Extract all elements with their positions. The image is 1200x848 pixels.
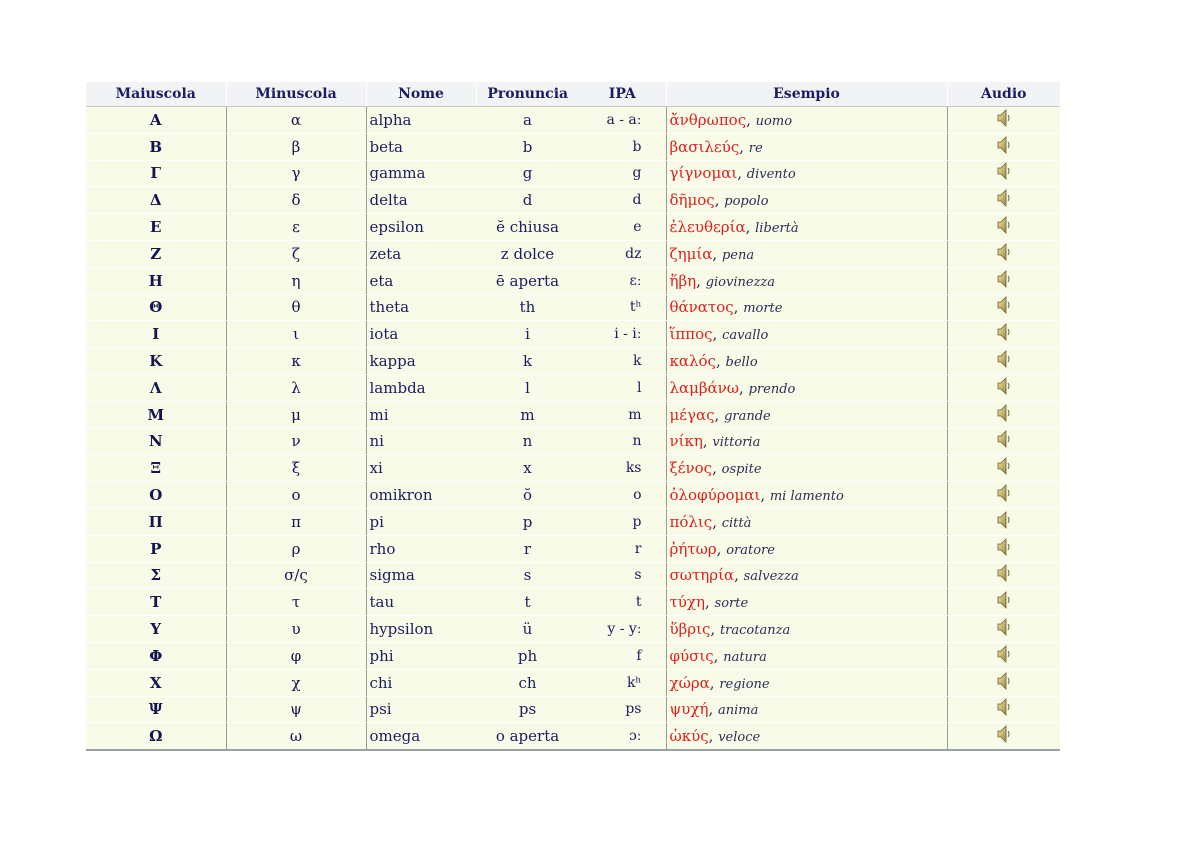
greek-alphabet-table xyxy=(86,82,1060,751)
uppercase-letter: Θ xyxy=(86,294,226,321)
example-greek-word: σωτηρία xyxy=(669,566,735,585)
example-separator: , xyxy=(696,271,706,290)
lowercase-letter: λ xyxy=(226,374,366,401)
audio-cell xyxy=(947,187,1060,214)
example-translation: cavallo xyxy=(722,328,769,344)
example-translation: veloce xyxy=(718,730,761,746)
example-translation: anima xyxy=(718,703,759,719)
header-maiuscola: Maiuscola xyxy=(86,82,226,107)
uppercase-letter: Η xyxy=(86,267,226,294)
uppercase-letter: Μ xyxy=(86,401,226,428)
lowercase-letter: χ xyxy=(226,669,366,696)
example-separator: , xyxy=(713,646,724,665)
example-separator: , xyxy=(739,137,749,156)
example-translation: popolo xyxy=(724,194,769,210)
letter-name: zeta xyxy=(366,240,476,267)
example-cell xyxy=(666,508,947,535)
letter-name: phi xyxy=(366,642,476,669)
example-translation: natura xyxy=(723,649,767,665)
speaker-icon[interactable] xyxy=(996,403,1012,427)
example-translation: tracotanza xyxy=(719,623,791,639)
table-row xyxy=(86,401,1060,428)
audio-cell xyxy=(947,455,1060,482)
letter-name: hypsilon xyxy=(366,616,476,643)
audio-cell xyxy=(947,482,1060,509)
lowercase-letter: φ xyxy=(226,642,366,669)
uppercase-letter: Κ xyxy=(86,348,226,375)
speaker-icon[interactable] xyxy=(996,671,1012,695)
pronunciation: ĕ chiusa xyxy=(476,214,579,241)
table-row xyxy=(86,187,1060,214)
example-greek-word: ψυχή xyxy=(669,700,709,719)
example-translation: re xyxy=(748,140,763,156)
audio-cell xyxy=(947,428,1060,455)
example-separator: , xyxy=(739,378,749,397)
example-cell xyxy=(666,616,947,643)
uppercase-letter: Β xyxy=(86,133,226,160)
ipa-transcription: dz xyxy=(579,240,666,267)
example-cell xyxy=(666,589,947,616)
example-greek-word: δῆμος xyxy=(669,191,715,210)
example-cell xyxy=(666,562,947,589)
ipa-transcription: t xyxy=(579,589,666,616)
example-translation: bello xyxy=(725,355,758,371)
ipa-transcription: b xyxy=(579,133,666,160)
letter-name: omikron xyxy=(366,482,476,509)
example-separator: , xyxy=(733,298,744,317)
audio-cell xyxy=(947,616,1060,643)
audio-cell xyxy=(947,535,1060,562)
example-separator: , xyxy=(708,700,719,719)
example-cell xyxy=(666,160,947,187)
audio-cell xyxy=(947,642,1060,669)
uppercase-letter: Σ xyxy=(86,562,226,589)
header-ipa: IPA xyxy=(579,82,666,107)
example-separator: , xyxy=(714,191,725,210)
uppercase-letter: Δ xyxy=(86,187,226,214)
example-separator: , xyxy=(702,432,713,451)
example-greek-word: ζημία xyxy=(669,244,713,263)
pronunciation: s xyxy=(476,562,579,589)
audio-cell xyxy=(947,696,1060,723)
ipa-transcription: k xyxy=(579,348,666,375)
table-row xyxy=(86,267,1060,294)
uppercase-letter: Ω xyxy=(86,723,226,750)
example-translation: salvezza xyxy=(743,569,799,585)
example-cell xyxy=(666,214,947,241)
lowercase-letter: ω xyxy=(226,723,366,750)
uppercase-letter: Α xyxy=(86,107,226,134)
example-cell xyxy=(666,723,947,750)
example-greek-word: τύχη xyxy=(669,593,705,612)
example-greek-word: πόλις xyxy=(669,512,713,531)
example-cell xyxy=(666,482,947,509)
example-separator: , xyxy=(760,486,770,505)
example-greek-word: ὠκύς xyxy=(669,727,709,746)
letter-name: eta xyxy=(366,267,476,294)
audio-cell xyxy=(947,723,1060,750)
uppercase-letter: Ε xyxy=(86,214,226,241)
pronunciation: p xyxy=(476,508,579,535)
speaker-icon[interactable] xyxy=(996,269,1012,293)
example-separator: , xyxy=(714,405,725,424)
speaker-icon[interactable] xyxy=(996,483,1012,507)
speaker-icon[interactable] xyxy=(996,537,1012,561)
example-separator: , xyxy=(709,673,720,692)
pronunciation: r xyxy=(476,535,579,562)
uppercase-letter: Υ xyxy=(86,616,226,643)
table-row xyxy=(86,589,1060,616)
letter-name: beta xyxy=(366,133,476,160)
example-separator: , xyxy=(715,352,726,371)
table-row xyxy=(86,348,1060,375)
letter-name: iota xyxy=(366,321,476,348)
audio-cell xyxy=(947,374,1060,401)
pronunciation: k xyxy=(476,348,579,375)
pronunciation: z dolce xyxy=(476,240,579,267)
table-row xyxy=(86,535,1060,562)
speaker-icon[interactable] xyxy=(996,108,1012,132)
example-separator: , xyxy=(710,620,720,639)
speaker-icon[interactable] xyxy=(996,349,1012,373)
uppercase-letter: Ο xyxy=(86,482,226,509)
table-row xyxy=(86,482,1060,509)
ipa-transcription: m xyxy=(579,401,666,428)
header-pronuncia: Pronuncia xyxy=(476,82,579,107)
example-translation: città xyxy=(721,515,752,531)
lowercase-letter: γ xyxy=(226,160,366,187)
example-translation: grande xyxy=(724,408,771,424)
lowercase-letter: υ xyxy=(226,616,366,643)
ipa-transcription: ɛː xyxy=(579,267,666,294)
speaker-icon[interactable] xyxy=(996,376,1012,400)
pronunciation: t xyxy=(476,589,579,616)
uppercase-letter: Φ xyxy=(86,642,226,669)
example-translation: morte xyxy=(743,301,783,317)
letter-name: theta xyxy=(366,294,476,321)
table-row xyxy=(86,321,1060,348)
audio-cell xyxy=(947,589,1060,616)
ipa-transcription: ps xyxy=(579,696,666,723)
ipa-transcription: s xyxy=(579,562,666,589)
example-greek-word: γίγνομαι xyxy=(669,164,738,183)
audio-cell xyxy=(947,160,1060,187)
letter-name: alpha xyxy=(366,107,476,134)
table-row xyxy=(86,240,1060,267)
table-row xyxy=(86,133,1060,160)
lowercase-letter: β xyxy=(226,133,366,160)
ipa-transcription: r xyxy=(579,535,666,562)
example-greek-word: ἄνθρωπος xyxy=(669,110,747,129)
letter-name: xi xyxy=(366,455,476,482)
ipa-transcription: f xyxy=(579,642,666,669)
table-row xyxy=(86,294,1060,321)
letter-name: gamma xyxy=(366,160,476,187)
lowercase-letter: η xyxy=(226,267,366,294)
lowercase-letter: τ xyxy=(226,589,366,616)
letter-name: ni xyxy=(366,428,476,455)
uppercase-letter: Ζ xyxy=(86,240,226,267)
example-greek-word: ὕβρις xyxy=(669,620,711,639)
example-translation: oratore xyxy=(726,542,775,558)
uppercase-letter: Ι xyxy=(86,321,226,348)
lowercase-letter: π xyxy=(226,508,366,535)
uppercase-letter: Ξ xyxy=(86,455,226,482)
ipa-transcription: kʰ xyxy=(579,669,666,696)
example-separator: , xyxy=(712,512,722,531)
table-row xyxy=(86,160,1060,187)
audio-cell xyxy=(947,214,1060,241)
pronunciation: l xyxy=(476,374,579,401)
header-audio: Audio xyxy=(947,82,1060,107)
speaker-icon[interactable] xyxy=(996,429,1012,453)
example-translation: regione xyxy=(719,676,770,692)
pronunciation: ph xyxy=(476,642,579,669)
example-cell xyxy=(666,428,947,455)
header-esempio: Esempio xyxy=(666,82,947,107)
ipa-transcription: n xyxy=(579,428,666,455)
table-row xyxy=(86,107,1060,134)
lowercase-letter: ε xyxy=(226,214,366,241)
example-cell xyxy=(666,187,947,214)
ipa-transcription: i - iː xyxy=(579,321,666,348)
example-greek-word: ὀλοφύρομαι xyxy=(669,486,761,505)
table-row xyxy=(86,723,1060,750)
example-translation: divento xyxy=(746,167,796,183)
ipa-transcription: tʰ xyxy=(579,294,666,321)
letter-name: sigma xyxy=(366,562,476,589)
table-row xyxy=(86,696,1060,723)
letter-name: tau xyxy=(366,589,476,616)
letter-name: omega xyxy=(366,723,476,750)
pronunciation: ü xyxy=(476,616,579,643)
speaker-icon[interactable] xyxy=(996,697,1012,721)
lowercase-letter: ν xyxy=(226,428,366,455)
speaker-icon[interactable] xyxy=(996,510,1012,534)
example-greek-word: χώρα xyxy=(669,673,710,692)
example-cell xyxy=(666,374,947,401)
example-separator: , xyxy=(734,566,744,585)
letter-name: kappa xyxy=(366,348,476,375)
example-translation: pena xyxy=(721,247,755,263)
uppercase-letter: Γ xyxy=(86,160,226,187)
example-translation: libertà xyxy=(755,221,799,237)
uppercase-letter: Ν xyxy=(86,428,226,455)
example-separator: , xyxy=(712,459,722,478)
pronunciation: ps xyxy=(476,696,579,723)
example-cell xyxy=(666,669,947,696)
lowercase-letter: ι xyxy=(226,321,366,348)
ipa-transcription: d xyxy=(579,187,666,214)
lowercase-letter: ρ xyxy=(226,535,366,562)
audio-cell xyxy=(947,348,1060,375)
lowercase-letter: ξ xyxy=(226,455,366,482)
example-translation: mi lamento xyxy=(769,489,844,505)
letter-name: chi xyxy=(366,669,476,696)
pronunciation: n xyxy=(476,428,579,455)
table-row xyxy=(86,214,1060,241)
speaker-icon[interactable] xyxy=(996,617,1012,641)
example-translation: prendo xyxy=(748,381,796,397)
audio-cell xyxy=(947,294,1060,321)
speaker-icon[interactable] xyxy=(996,215,1012,239)
example-greek-word: βασιλεύς xyxy=(669,137,740,156)
example-greek-word: φύσις xyxy=(669,646,714,665)
letter-name: lambda xyxy=(366,374,476,401)
example-cell xyxy=(666,348,947,375)
pronunciation: g xyxy=(476,160,579,187)
speaker-icon[interactable] xyxy=(996,242,1012,266)
example-translation: giovinezza xyxy=(705,274,776,290)
uppercase-letter: Χ xyxy=(86,669,226,696)
audio-cell xyxy=(947,240,1060,267)
pronunciation: th xyxy=(476,294,579,321)
pronunciation: a xyxy=(476,107,579,134)
lowercase-letter: ψ xyxy=(226,696,366,723)
ipa-transcription: e xyxy=(579,214,666,241)
pronunciation: m xyxy=(476,401,579,428)
lowercase-letter: θ xyxy=(226,294,366,321)
example-separator: , xyxy=(712,244,722,263)
example-cell xyxy=(666,107,947,134)
ipa-transcription: g xyxy=(579,160,666,187)
audio-cell xyxy=(947,321,1060,348)
table-row xyxy=(86,616,1060,643)
ipa-transcription: p xyxy=(579,508,666,535)
example-separator: , xyxy=(745,218,756,237)
example-greek-word: ἐλευθερία xyxy=(669,218,746,237)
example-cell xyxy=(666,535,947,562)
example-greek-word: ἵππος xyxy=(669,325,713,344)
uppercase-letter: Π xyxy=(86,508,226,535)
table-row xyxy=(86,562,1060,589)
table-body xyxy=(86,107,1060,751)
example-greek-word: ἥβη xyxy=(669,271,697,290)
pronunciation: b xyxy=(476,133,579,160)
ipa-transcription: a - aː xyxy=(579,107,666,134)
lowercase-letter: μ xyxy=(226,401,366,428)
example-separator: , xyxy=(708,727,719,746)
example-greek-word: ῥήτωρ xyxy=(669,539,717,558)
lowercase-letter: ο xyxy=(226,482,366,509)
example-greek-word: ξένος xyxy=(669,459,713,478)
example-cell xyxy=(666,294,947,321)
uppercase-letter: Ρ xyxy=(86,535,226,562)
pronunciation: i xyxy=(476,321,579,348)
speaker-icon[interactable] xyxy=(996,135,1012,159)
example-greek-word: μέγας xyxy=(669,405,715,424)
uppercase-letter: Ψ xyxy=(86,696,226,723)
pronunciation: d xyxy=(476,187,579,214)
audio-cell xyxy=(947,267,1060,294)
header-nome: Nome xyxy=(366,82,476,107)
audio-cell xyxy=(947,133,1060,160)
letter-name: psi xyxy=(366,696,476,723)
speaker-icon[interactable] xyxy=(996,644,1012,668)
ipa-transcription: o xyxy=(579,482,666,509)
example-translation: uomo xyxy=(755,113,793,129)
speaker-icon[interactable] xyxy=(996,563,1012,587)
example-separator: , xyxy=(712,325,723,344)
audio-cell xyxy=(947,107,1060,134)
letter-name: epsilon xyxy=(366,214,476,241)
speaker-icon[interactable] xyxy=(996,724,1012,748)
speaker-icon[interactable] xyxy=(996,322,1012,346)
audio-cell xyxy=(947,401,1060,428)
example-separator: , xyxy=(746,110,756,129)
example-cell xyxy=(666,696,947,723)
uppercase-letter: Τ xyxy=(86,589,226,616)
table-row xyxy=(86,455,1060,482)
pronunciation: ē aperta xyxy=(476,267,579,294)
table-row xyxy=(86,508,1060,535)
pronunciation: x xyxy=(476,455,579,482)
example-greek-word: νίκη xyxy=(669,432,703,451)
example-translation: vittoria xyxy=(712,435,761,451)
lowercase-letter: σ/ς xyxy=(226,562,366,589)
ipa-transcription: ɔː xyxy=(579,723,666,750)
uppercase-letter: Λ xyxy=(86,374,226,401)
example-greek-word: θάνατος xyxy=(669,298,734,317)
audio-cell xyxy=(947,562,1060,589)
letter-name: delta xyxy=(366,187,476,214)
example-separator: , xyxy=(716,539,727,558)
lowercase-letter: κ xyxy=(226,348,366,375)
letter-name: pi xyxy=(366,508,476,535)
audio-cell xyxy=(947,669,1060,696)
example-cell xyxy=(666,240,947,267)
example-cell xyxy=(666,267,947,294)
example-cell xyxy=(666,133,947,160)
pronunciation: o aperta xyxy=(476,723,579,750)
example-separator: , xyxy=(705,593,715,612)
pronunciation: ŏ xyxy=(476,482,579,509)
lowercase-letter: α xyxy=(226,107,366,134)
ipa-transcription: l xyxy=(579,374,666,401)
letter-name: mi xyxy=(366,401,476,428)
example-translation: sorte xyxy=(714,596,749,612)
example-cell xyxy=(666,401,947,428)
example-separator: , xyxy=(737,164,747,183)
lowercase-letter: ζ xyxy=(226,240,366,267)
table-row xyxy=(86,374,1060,401)
lowercase-letter: δ xyxy=(226,187,366,214)
table-row xyxy=(86,428,1060,455)
example-greek-word: λαμβάνω xyxy=(669,378,740,397)
audio-cell xyxy=(947,508,1060,535)
speaker-icon[interactable] xyxy=(996,188,1012,212)
ipa-transcription: y - yː xyxy=(579,616,666,643)
speaker-icon[interactable] xyxy=(996,590,1012,614)
table-row xyxy=(86,642,1060,669)
speaker-icon[interactable] xyxy=(996,161,1012,185)
table-row xyxy=(86,669,1060,696)
example-cell xyxy=(666,321,947,348)
example-cell xyxy=(666,642,947,669)
speaker-icon[interactable] xyxy=(996,456,1012,480)
pronunciation: ch xyxy=(476,669,579,696)
letter-name: rho xyxy=(366,535,476,562)
ipa-transcription: ks xyxy=(579,455,666,482)
header-minuscola: Minuscola xyxy=(226,82,366,107)
speaker-icon[interactable] xyxy=(996,295,1012,319)
example-cell xyxy=(666,455,947,482)
example-translation: ospite xyxy=(721,462,762,478)
header-row xyxy=(86,82,1060,107)
example-greek-word: καλός xyxy=(669,352,716,371)
